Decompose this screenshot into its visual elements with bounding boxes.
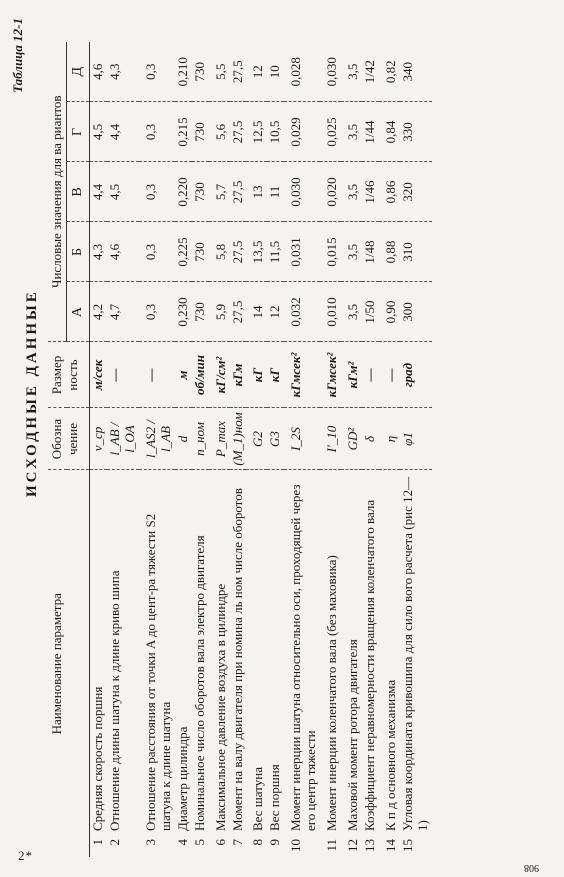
row-parameter-name: Момент инерции шатуна относительно оси, проходящей через его центр тяжести — [288, 484, 319, 831]
row-index: 4 — [174, 839, 190, 846]
table-row — [341, 42, 362, 857]
row-symbol: I'_10 — [320, 408, 341, 470]
row-value-variant-1: 730 — [192, 282, 209, 342]
row-value-variant-1: 0,032 — [284, 282, 320, 342]
row-value-variant-5: 12 — [246, 42, 267, 102]
row-value-variant-3: 0,86 — [379, 162, 400, 222]
row-value-variant-3: 320 — [400, 162, 432, 222]
row-parameter-name: Угловая координата кривошипа для сило вого расчета (рис 12—1) — [399, 476, 430, 831]
table-row — [230, 42, 247, 857]
row-parameter-name: Коэффициент неравномерности вращения коленчатого вала — [362, 499, 378, 831]
row-value-variant-2: 0,225 — [175, 222, 192, 282]
table-row — [192, 42, 209, 857]
row-value-variant-2: 27,5 — [230, 222, 247, 282]
col-header-variant: В — [67, 162, 90, 222]
row-value-variant-4: 0,025 — [320, 102, 341, 162]
row-value-variant-4: 330 — [400, 102, 432, 162]
row-parameter-name: Диаметр цилиндра — [174, 726, 190, 831]
row-value-variant-3: 0,030 — [284, 162, 320, 222]
row-value-variant-4: 12,5 — [246, 102, 267, 162]
row-unit: кГмсек² — [320, 342, 341, 408]
row-symbol: l_AS2 / l_AB — [139, 408, 175, 470]
row-value-variant-4: 4,5 — [90, 102, 107, 162]
col-header-unit: Размер ность — [48, 342, 90, 408]
row-value-variant-4: 27,5 — [230, 102, 247, 162]
page-number: 2* — [18, 848, 33, 863]
row-symbol: d — [175, 408, 192, 470]
row-index: 10 — [288, 839, 304, 852]
col-header-variant: Д — [67, 42, 90, 102]
table-row — [362, 42, 379, 857]
row-symbol: η — [379, 408, 400, 470]
row-value-variant-5: 730 — [192, 42, 209, 102]
row-value-variant-1: 5,9 — [209, 282, 230, 342]
row-value-variant-3: 1/46 — [362, 162, 379, 222]
row-value-variant-4: 4,4 — [107, 102, 139, 162]
row-value-variant-5: 3,5 — [341, 42, 362, 102]
row-value-variant-1: 0,3 — [139, 282, 175, 342]
row-parameter-name: Момент на валу двигателя при номина ль ном числе оборотов — [229, 488, 245, 831]
row-index: 6 — [212, 839, 228, 846]
row-index: 2 — [106, 839, 122, 846]
row-value-variant-1: 4,2 — [90, 282, 107, 342]
col-header-name: Наименование параметра — [48, 470, 90, 857]
col-header-variant: А — [67, 282, 90, 342]
row-value-variant-5: 10 — [267, 42, 284, 102]
row-symbol: GD² — [341, 408, 362, 470]
row-index: 15 — [399, 839, 415, 852]
row-parameter-name: Маховой момент ротора двигателя — [345, 639, 361, 831]
row-value-variant-1: 4,7 — [107, 282, 139, 342]
row-value-variant-4: 0,029 — [284, 102, 320, 162]
row-unit: — — [379, 342, 400, 408]
page-mark: 908 — [524, 862, 539, 873]
row-unit: кГмсек² — [284, 342, 320, 408]
row-value-variant-5: 0,028 — [284, 42, 320, 102]
row-unit: — — [362, 342, 379, 408]
row-unit: кГ/см² — [209, 342, 230, 408]
row-parameter-name: Номинальное число оборотов вала электро двигателя — [191, 535, 207, 831]
row-parameter-name: Вес шатуна — [250, 767, 266, 831]
row-unit: м/сек — [90, 342, 107, 408]
row-parameter-name: Максимальное давление воздуха в цилиндре — [212, 583, 228, 831]
row-value-variant-3: 5,7 — [209, 162, 230, 222]
row-value-variant-2: 730 — [192, 222, 209, 282]
table-row — [284, 42, 320, 857]
row-index: 5 — [191, 839, 207, 846]
row-parameter-name: Отношение длины шатуна к длине криво шипа — [106, 570, 122, 831]
row-value-variant-2: 13,5 — [246, 222, 267, 282]
row-value-variant-5: 5,5 — [209, 42, 230, 102]
row-value-variant-2: 3,5 — [341, 222, 362, 282]
row-symbol: φ1 — [400, 408, 432, 470]
row-value-variant-3: 27,5 — [230, 162, 247, 222]
row-value-variant-3: 4,5 — [107, 162, 139, 222]
row-value-variant-4: 3,5 — [341, 102, 362, 162]
row-value-variant-2: 0,031 — [284, 222, 320, 282]
col-header-variant: Б — [67, 222, 90, 282]
row-value-variant-1: 0,010 — [320, 282, 341, 342]
row-value-variant-1: 0,90 — [379, 282, 400, 342]
row-value-variant-3: 3,5 — [341, 162, 362, 222]
row-symbol: l_AB / l_OA — [107, 408, 139, 470]
table-row — [267, 42, 284, 857]
row-value-variant-2: 5,8 — [209, 222, 230, 282]
row-value-variant-2: 4,3 — [90, 222, 107, 282]
table-row — [107, 42, 139, 857]
col-header-variant: Г — [67, 102, 90, 162]
row-index: 1 — [90, 839, 105, 846]
row-unit: град — [400, 342, 432, 408]
row-value-variant-3: 13 — [246, 162, 267, 222]
row-value-variant-2: 0,3 — [139, 222, 175, 282]
row-unit: кГ — [267, 342, 284, 408]
row-index: 3 — [142, 839, 158, 846]
row-index: 14 — [383, 839, 398, 852]
row-value-variant-4: 0,215 — [175, 102, 192, 162]
row-value-variant-1: 300 — [400, 282, 432, 342]
row-value-variant-3: 11 — [267, 162, 284, 222]
row-unit: кГм — [230, 342, 247, 408]
row-index: 12 — [345, 839, 361, 852]
row-value-variant-5: 0,210 — [175, 42, 192, 102]
row-value-variant-3: 730 — [192, 162, 209, 222]
row-value-variant-3: 4,4 — [90, 162, 107, 222]
table-row — [400, 42, 432, 857]
row-value-variant-1: 12 — [267, 282, 284, 342]
table-body — [90, 42, 432, 857]
row-value-variant-5: 0,030 — [320, 42, 341, 102]
row-value-variant-3: 0,220 — [175, 162, 192, 222]
table-label: Таблица 12-1 — [10, 18, 25, 93]
row-symbol: δ — [362, 408, 379, 470]
row-parameter-name: Отношение расстояния от точки A до цент-ра тяжести S2 шатуна к длине шатуна — [142, 513, 173, 831]
row-parameter-name: Средняя скорость поршня — [90, 686, 105, 831]
table-row — [320, 42, 341, 857]
row-value-variant-4: 10,5 — [267, 102, 284, 162]
row-value-variant-2: 4,6 — [107, 222, 139, 282]
row-value-variant-5: 1/42 — [362, 42, 379, 102]
row-value-variant-1: 0,230 — [175, 282, 192, 342]
row-value-variant-3: 0,020 — [320, 162, 341, 222]
row-value-variant-2: 310 — [400, 222, 432, 282]
row-parameter-name: Момент инерции коленчатого вала (без маховика) — [324, 555, 340, 831]
row-symbol: v_ср — [90, 408, 107, 470]
row-symbol: G3 — [267, 408, 284, 470]
row-value-variant-5: 27,5 — [230, 42, 247, 102]
row-value-variant-4: 730 — [192, 102, 209, 162]
row-unit: — — [139, 342, 175, 408]
row-value-variant-5: 0,82 — [379, 42, 400, 102]
row-unit: — — [107, 342, 139, 408]
row-index: 11 — [324, 839, 340, 852]
table-row — [246, 42, 267, 857]
row-parameter-name: К п д основного механизма — [383, 679, 398, 831]
row-symbol: (M_1)ном — [230, 408, 247, 470]
row-value-variant-4: 0,84 — [379, 102, 400, 162]
row-symbol: n_ном — [192, 408, 209, 470]
row-value-variant-1: 1/50 — [362, 282, 379, 342]
row-index: 7 — [229, 839, 245, 846]
row-index: 13 — [362, 839, 378, 852]
row-value-variant-2: 0,88 — [379, 222, 400, 282]
row-index: 9 — [267, 839, 283, 846]
row-value-variant-5: 4,6 — [90, 42, 107, 102]
row-value-variant-4: 0,3 — [139, 102, 175, 162]
row-unit: об/мин — [192, 342, 209, 408]
table-row — [209, 42, 230, 857]
col-header-values: Числовые значения для ва риантов — [48, 42, 67, 342]
row-symbol: P_max — [209, 408, 230, 470]
data-table — [48, 42, 432, 857]
section-title: ИСХОДНЫЕ ДАННЫЕ — [24, 289, 40, 497]
row-value-variant-2: 11,5 — [267, 222, 284, 282]
row-value-variant-5: 340 — [400, 42, 432, 102]
row-value-variant-3: 0,3 — [139, 162, 175, 222]
row-value-variant-2: 1/48 — [362, 222, 379, 282]
row-parameter-name: Вес поршня — [267, 764, 283, 831]
col-header-symbol: Обозна чение — [48, 408, 90, 470]
row-unit: м — [175, 342, 192, 408]
table-row — [139, 42, 175, 857]
row-value-variant-1: 3,5 — [341, 282, 362, 342]
row-value-variant-2: 0,015 — [320, 222, 341, 282]
row-unit: кГм² — [341, 342, 362, 408]
row-value-variant-5: 0,3 — [139, 42, 175, 102]
row-value-variant-1: 14 — [246, 282, 267, 342]
table-row — [175, 42, 192, 857]
row-value-variant-1: 27,5 — [230, 282, 247, 342]
table-row — [90, 42, 107, 857]
row-symbol: G2 — [246, 408, 267, 470]
row-symbol: I_2S — [284, 408, 320, 470]
row-value-variant-4: 5,6 — [209, 102, 230, 162]
table-row — [379, 42, 400, 857]
row-index: 8 — [250, 839, 266, 846]
row-unit: кГ — [246, 342, 267, 408]
row-value-variant-4: 1/44 — [362, 102, 379, 162]
row-value-variant-5: 4,3 — [107, 42, 139, 102]
